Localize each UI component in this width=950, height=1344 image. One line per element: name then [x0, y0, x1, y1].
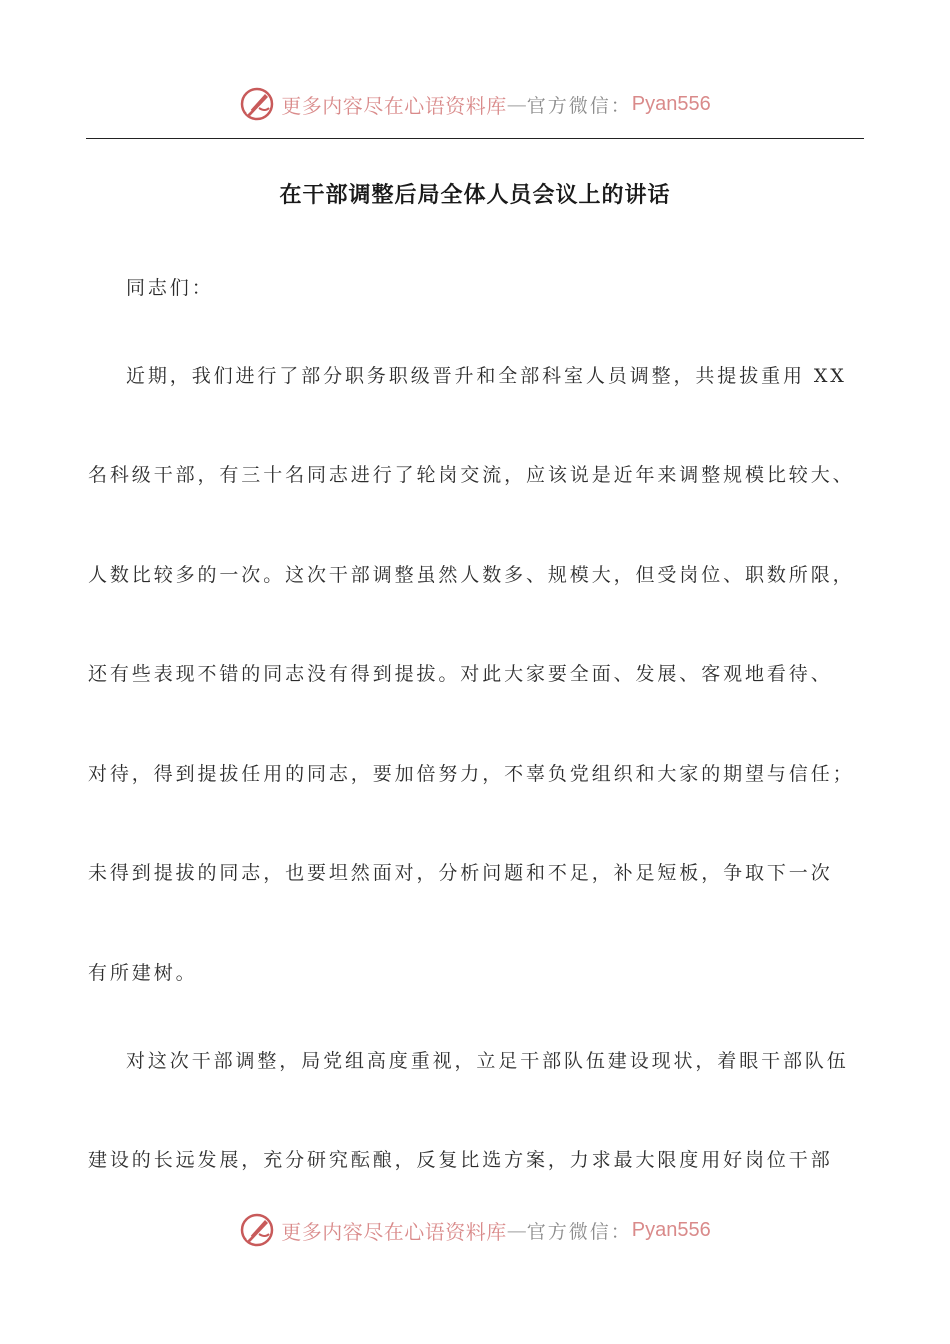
banner-dash: —	[506, 1218, 527, 1242]
paragraph-line: 名科级干部，有三十名同志进行了轮岗交流，应该说是近年来调整规模比较大、	[88, 464, 855, 486]
banner-wechat-label: 官方微信：	[526, 1220, 632, 1243]
banner-wechat-id: Pyan556	[631, 1218, 711, 1241]
paragraph-line: 有所建树。	[88, 962, 198, 984]
banner-title: 更多内容尽在心语资料库	[281, 1219, 507, 1244]
paragraph-line: 还有些表现不错的同志没有得到提拔。对此大家要全面、发展、客观地看待、	[88, 663, 833, 685]
paragraph-line: 对待，得到提拔任用的同志，要加倍努力，不辜负党组织和大家的期望与信任；	[88, 763, 855, 785]
header-banner	[0, 82, 950, 126]
paragraph-line: 人数比较多的一次。这次干部调整虽然人数多、规模大，但受岗位、职数所限，	[88, 564, 855, 586]
quill-logo-icon	[239, 1212, 275, 1248]
paragraph-line: 近期，我们进行了部分职务职级晋升和全部科室人员调整，共提拔重用 XX	[126, 365, 847, 387]
paragraph-line: 未得到提拔的同志，也要坦然面对，分析问题和不足，补足短板，争取下一次	[88, 862, 833, 884]
document-title: 在干部调整后局全体人员会议上的讲话	[279, 183, 671, 208]
quill-logo-icon	[239, 86, 275, 122]
footer-banner	[0, 1208, 950, 1252]
paragraph-line: 对这次干部调整，局党组高度重视，立足干部队伍建设现状，着眼干部队伍	[126, 1050, 849, 1072]
header-divider	[86, 138, 864, 139]
paragraph-line: 建设的长远发展，充分研究酝酿，反复比选方案，力求最大限度用好岗位干部	[88, 1149, 833, 1171]
banner-dash: —	[506, 92, 527, 116]
banner-wechat-id: Pyan556	[631, 92, 711, 115]
banner-title: 更多内容尽在心语资料库	[281, 93, 507, 118]
salutation: 同志们：	[126, 277, 214, 299]
banner-wechat-label: 官方微信：	[526, 94, 632, 117]
